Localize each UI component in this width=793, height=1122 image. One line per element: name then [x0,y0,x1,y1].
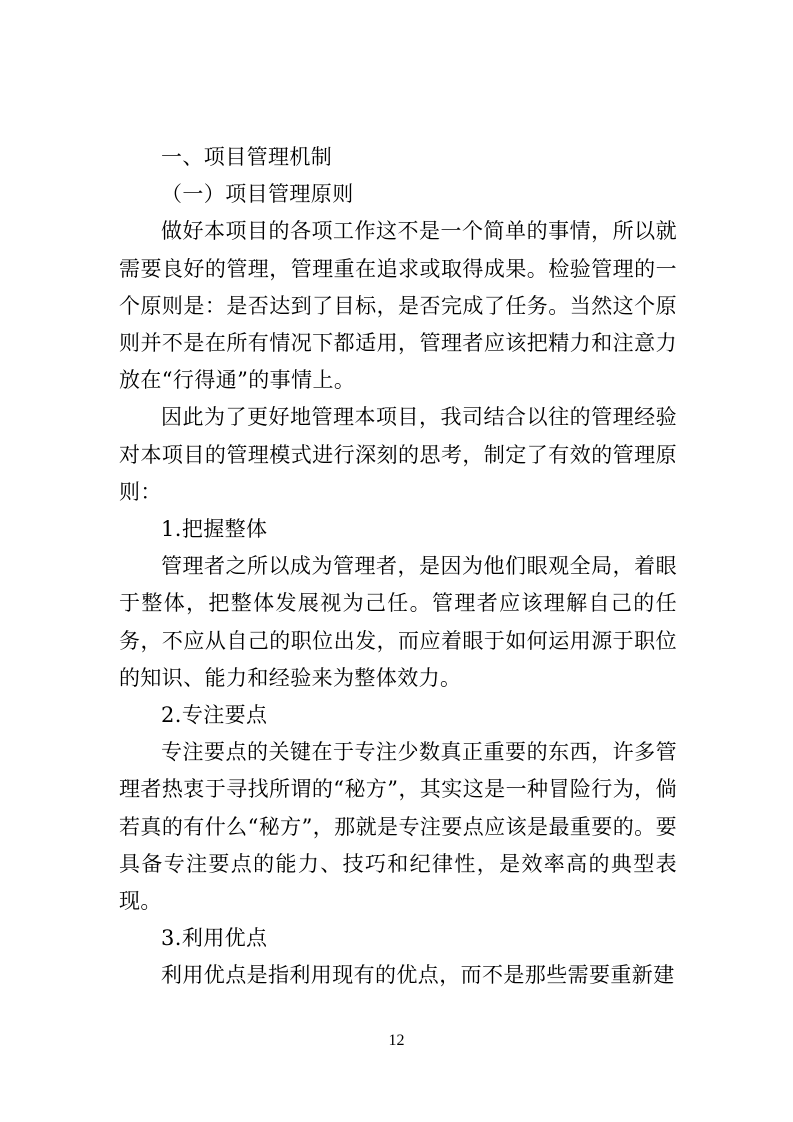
item-paragraph-2: 专注要点的关键在于专注少数真正重要的东西，许多管理者热衷于寻找所谓的“秘方”，其实这是一种冒险行为，倘若真的有什么“秘方”，那就是专注要点应该是最重要的。要具备专注要点的能力、技巧和纪律性，是效率高的典型表现。 [119,740,677,914]
paragraph-principles: 因此为了更好地管理本项目，我司结合以往的管理经验对本项目的管理模式进行深刻的思考，制定了有效的管理原则： [119,405,677,504]
paragraph-intro: 做好本项目的各项工作这不是一个简单的事情，所以就需要良好的管理，管理重在追求或取得成果。检验管理的一个原则是：是否达到了目标，是否完成了任务。当然这个原则并不是在所有情况下都适用，管理者应该把精力和注意力放在“行得通”的事情上。 [119,219,677,393]
section-heading: 一、项目管理机制 [161,145,333,169]
item-heading-3: 3.利用优点 [161,926,268,951]
page-number: 12 [388,1032,405,1049]
item-paragraph-3: 利用优点是指利用现有的优点，而不是那些需要重新建 [161,963,675,988]
item-heading-2: 2.专注要点 [161,703,268,728]
item-heading-1: 1.把握整体 [161,517,268,542]
document-body [119,139,677,995]
item-paragraph-1: 管理者之所以成为管理者，是因为他们眼观全局，着眼于整体，把整体发展视为己任。管理者应该理解自己的任务，不应从自己的职位出发，而应着眼于如何运用源于职位的知识、能力和经验来为整体效力。 [119,554,677,690]
subsection-heading: （一）项目管理原则 [161,182,354,207]
